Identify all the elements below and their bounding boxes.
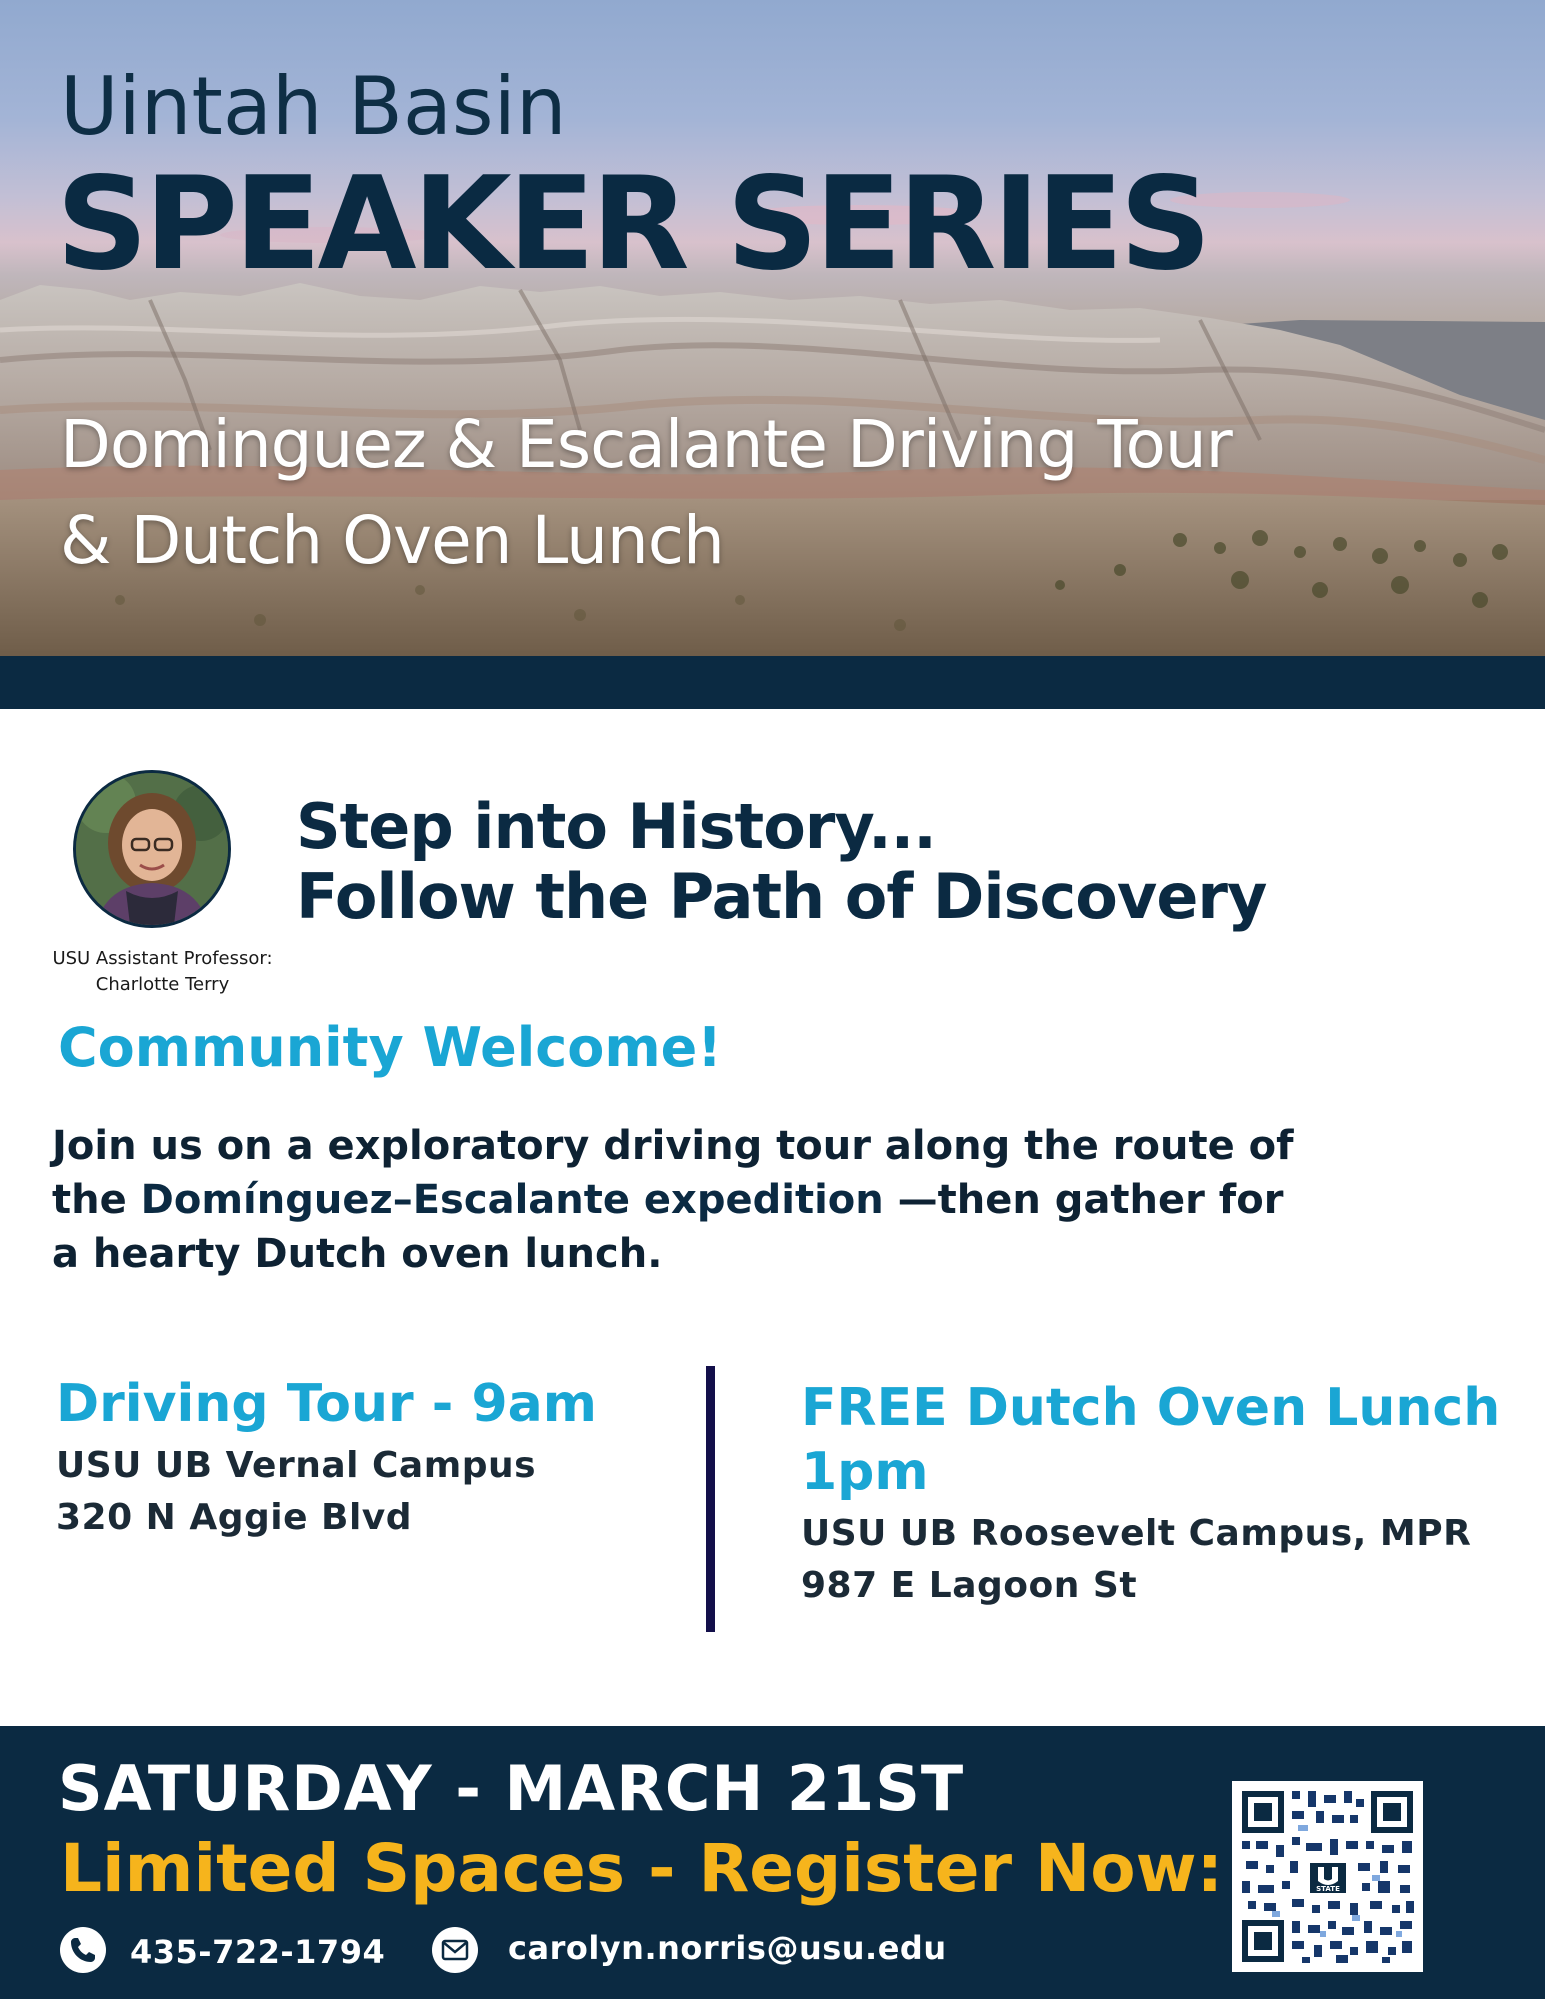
qr-badge-label: STATE [1316, 1885, 1340, 1893]
driving-tour-block [56, 1372, 676, 1544]
column-divider [706, 1366, 715, 1632]
headline [296, 792, 1266, 932]
phone-icon [60, 1927, 106, 1973]
intro-line1: Join us on a exploratory driving tour along the route of [52, 1123, 1294, 1169]
intro-paragraph [52, 1119, 1452, 1281]
speaker-caption [20, 946, 305, 998]
driving-tour-title: Driving Tour - 9am [56, 1374, 597, 1434]
event-subtitle-line1: Dominguez & Escalante Driving Tour [60, 406, 1232, 483]
headline-line1: Step into History... [296, 790, 936, 863]
intro-line3: a hearty Dutch oven lunch. [52, 1231, 663, 1277]
hero-banner [0, 0, 1545, 656]
series-location: Uintah Basin [60, 60, 567, 153]
speaker-role: USU Assistant Professor: [52, 948, 273, 969]
intro-line2-prefix: the [52, 1177, 141, 1223]
register-cta: Limited Spaces - Register Now: [60, 1830, 1223, 1907]
lunch-block [801, 1376, 1521, 1612]
series-title: SPEAKER SERIES [56, 150, 1208, 299]
event-date: SATURDAY - MARCH 21ST [58, 1752, 965, 1825]
registration-qr-code[interactable] [1232, 1781, 1423, 1972]
lunch-time: 1pm [801, 1442, 929, 1502]
expedition-name: Domínguez–Escalante expedition [140, 1177, 884, 1223]
lunch-location: USU UB Roosevelt Campus, MPR [801, 1513, 1472, 1554]
lunch-title-line1: FREE Dutch Oven Lunch [801, 1378, 1501, 1438]
hero-divider-band [0, 656, 1545, 709]
email-address[interactable]: carolyn.norris@usu.edu [508, 1929, 947, 1967]
driving-tour-address: 320 N Aggie Blvd [56, 1497, 413, 1538]
phone-number[interactable]: 435-722-1794 [130, 1933, 386, 1971]
lunch-title [801, 1376, 1521, 1504]
speaker-avatar [73, 770, 231, 928]
event-subtitle [60, 397, 1232, 589]
community-welcome: Community Welcome! [58, 1016, 722, 1079]
headline-line2: Follow the Path of Discovery [296, 860, 1267, 933]
speaker-name: Charlotte Terry [95, 974, 230, 995]
event-subtitle-line2: & Dutch Oven Lunch [60, 502, 724, 579]
lunch-address: 987 E Lagoon St [801, 1565, 1138, 1606]
intro-line2-suffix: —then gather for [883, 1177, 1284, 1223]
driving-tour-location: USU UB Vernal Campus [56, 1445, 537, 1486]
intro-line2 [52, 1173, 1452, 1227]
envelope-icon [432, 1927, 478, 1973]
